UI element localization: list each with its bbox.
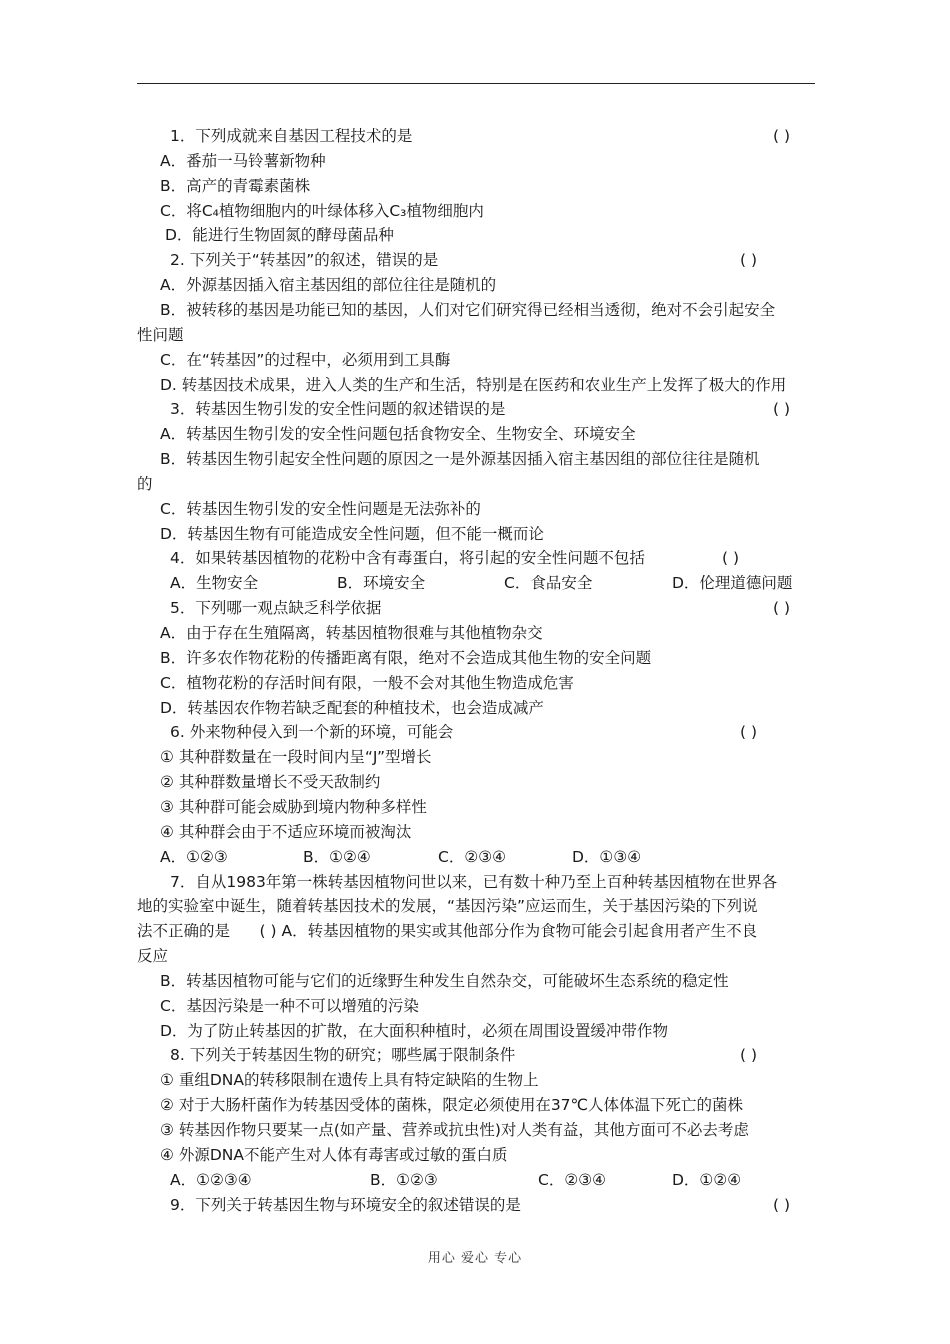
question-stem: 3．转基因生物引发的安全性问题的叙述错误的是 [170,400,506,419]
option-text: C．②③④ [538,1170,607,1189]
text-line: ① 重组DNA的转移限制在遗传上具有特定缺陷的生物上 [160,1071,539,1090]
text-line: B．被转移的基因是功能已知的基因，人们对它们研究得已经相当透彻，绝对不会引起安全 [160,300,776,319]
answer-blank: ( ) [773,1195,791,1214]
option-text: D．①③④ [572,847,642,866]
text-line: ④ 其种群会由于不适应环境而被淘汰 [160,822,412,841]
text-line: D．转基因生物有可能造成安全性问题，但不能一概而论 [160,524,544,543]
text-line: C．在“转基因”的过程中，必须用到工具酶 [160,350,451,369]
option-text: A．①②③ [160,847,228,866]
text-line: C．转基因生物引发的安全性问题是无法弥补的 [160,499,481,518]
answer-blank: ( ) [722,549,740,568]
text-line: ② 对于大肠杆菌作为转基因受体的菌株，限定必须使用在37℃人体体温下死亡的菌株 [160,1096,743,1115]
text-line: 性问题 [137,325,184,344]
text-line: ① 其种群数量在一段时间内呈“J”型增长 [160,748,432,767]
text-line: 地的实验室中诞生，随着转基因技术的发展，“基因污染”应运而生，关于基因污染的下列说 [137,897,758,916]
text-line: ④ 外源DNA不能产生对人体有毒害或过敏的蛋白质 [160,1145,508,1164]
answer-blank: ( ) [740,723,758,742]
text-line: D．为了防止转基因的扩散，在大面积种植时，必须在周围设置缓冲带作物 [160,1021,668,1040]
option-text: B．①②③ [370,1170,438,1189]
option-text: C．食品安全 [504,574,593,593]
text-line: C．将C₄植物细胞内的叶绿体移入C₃植物细胞内 [160,201,484,220]
option-text: D．①②④ [672,1170,742,1189]
text-line: 法不正确的是 ( ) A．转基因植物的果实或其他部分作为食物可能会引起食用者产生不良 [137,922,758,941]
text-line: D．能进行生物固氮的酵母菌品种 [165,226,394,245]
text-line: D. 转基因技术成果，进入人类的生产和生活，特别是在医药和农业生产上发挥了极大的作用 [160,375,787,394]
text-line: ③ 其种群可能会威胁到境内物种多样性 [160,797,427,816]
question-stem: 6. 外来物种侵入到一个新的环境，可能会 [170,723,454,742]
text-line: D．转基因农作物若缺乏配套的种植技术，也会造成减产 [160,698,544,717]
option-text: A．①②③④ [170,1170,252,1189]
question-stem: 2. 下列关于“转基因”的叙述，错误的是 [170,251,439,270]
text-line: C．基因污染是一种不可以增殖的污染 [160,996,419,1015]
text-line: A．番茄一马铃薯新物种 [160,151,326,170]
option-text: B．环境安全 [337,574,426,593]
text-line: C．植物花粉的存活时间有限，一般不会对其他生物造成危害 [160,673,574,692]
option-text: B．①②④ [303,847,371,866]
text-line: A．转基因生物引发的安全性问题包括食物安全、生物安全、环境安全 [160,425,636,444]
option-text: A．生物安全 [170,574,259,593]
question-stem: 9．下列关于转基因生物与环境安全的叙述错误的是 [170,1195,521,1214]
text-line: A．外源基因插入宿主基因组的部位往往是随机的 [160,276,497,295]
text-line: ③ 转基因作物只要某一点(如产量、营养或抗虫性)对人类有益，其他方面可不必去考虑 [160,1121,749,1139]
text-line: A．由于存在生殖隔离，转基因植物很难与其他植物杂交 [160,624,543,642]
text-line: ② 其种群数量增长不受天敌制约 [160,773,381,792]
text-line: 反应 [137,947,169,966]
answer-blank: ( ) [740,1046,758,1065]
text-line: 7．自从1983年第一株转基因植物问世以来，已有数十种乃至上百种转基因植物在世界各 [170,872,778,891]
option-text: C．②③④ [438,847,507,866]
answer-blank: ( ) [773,599,791,618]
page-footer: 用心 爱心 专心 [427,1251,523,1266]
text-line: 的 [137,474,153,493]
question-stem: 1．下列成就来自基因工程技术的是 [170,127,413,145]
text-line: B．转基因生物引起安全性问题的原因之一是外源基因插入宿主基因组的部位往往是随机 [160,450,760,469]
answer-blank: ( ) [773,400,791,419]
question-stem: 4．如果转基因植物的花粉中含有毒蛋白，将引起的安全性问题不包括 [170,549,645,568]
text-line: B．转基因植物可能与它们的近缘野生种发生自然杂交，可能破坏生态系统的稳定性 [160,971,729,990]
header-rule [137,83,815,84]
option-text: D．伦理道德问题 [672,574,793,593]
answer-blank: ( ) [773,127,791,145]
text-line: B．许多农作物花粉的传播距离有限，绝对不会造成其他生物的安全问题 [160,648,652,667]
text-line: B．高产的青霉素菌株 [160,176,311,195]
question-stem: 5．下列哪一观点缺乏科学依据 [170,599,382,618]
question-stem: 8. 下列关于转基因生物的研究；哪些属于限制条件 [170,1046,516,1065]
answer-blank: ( ) [740,251,758,270]
